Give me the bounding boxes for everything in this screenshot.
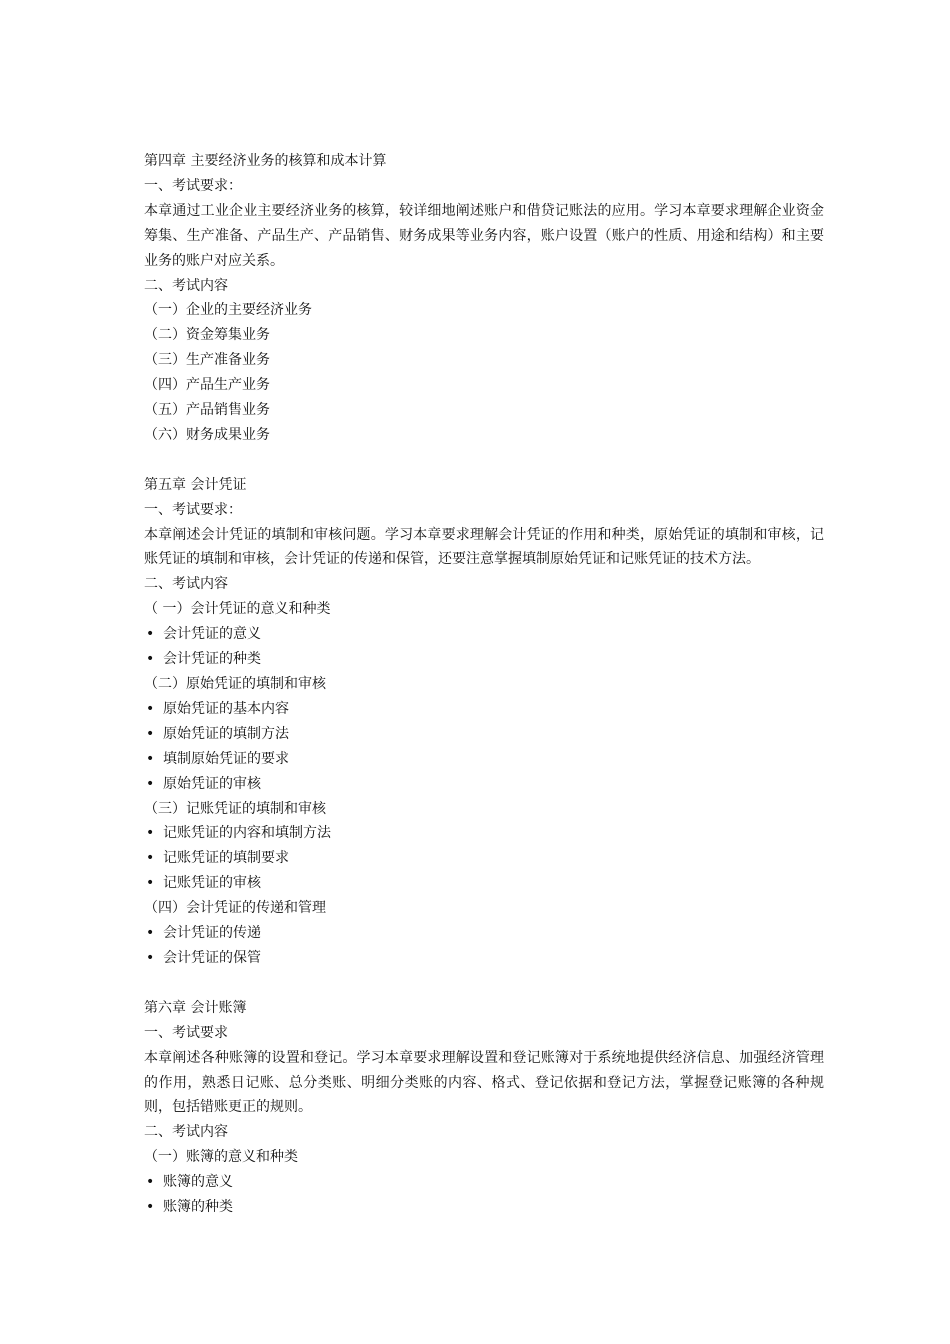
bullet-item: • 原始凭证的基本内容 — [144, 697, 824, 722]
bullet-item: • 记账凭证的填制要求 — [144, 846, 824, 871]
requirements-text: 本章通过工业企业主要经济业务的核算，较详细地阐述账户和借贷记账法的应用。学习本章要求理解企业资金筹集、生产准备、产品生产、产品销售、财务成果等业务内容，账户设置（账户的性质、用途和结构）和主要业务的账户对应关系。 — [144, 202, 824, 269]
bullet-item: • 原始凭证的填制方法 — [144, 722, 824, 747]
bullet-item: • 账簿的种类 — [144, 1195, 824, 1220]
requirements-text: 本章阐述各种账簿的设置和登记。学习本章要求理解设置和登记账簿对于系统地提供经济信息、加强经济管理的作用，熟悉日记账、总分类账、明细分类账的内容、格式、登记依据和登记方法，掌握登记账簿的各种规则，包括错账更正的规则。 — [144, 1049, 824, 1116]
bullet-item: • 记账凭证的内容和填制方法 — [144, 821, 824, 846]
section-spacer — [144, 448, 824, 473]
requirements-heading: 一、考试要求： — [144, 501, 242, 518]
sub-heading: （四）会计凭证的传递和管理 — [144, 900, 326, 917]
chapter-5 — [144, 473, 824, 971]
section-spacer — [144, 971, 824, 996]
bullet-item: • 会计凭证的种类 — [144, 647, 824, 672]
sub-heading: （五）产品销售业务 — [144, 402, 270, 419]
chapter-title: 第五章 会计凭证 — [144, 476, 247, 493]
sub-heading: （二）原始凭证的填制和审核 — [144, 676, 326, 693]
chapter-title: 第六章 会计账簿 — [144, 999, 247, 1016]
sub-heading: （三）生产准备业务 — [144, 352, 270, 369]
chapter-6 — [144, 996, 824, 1220]
bullet-item: • 记账凭证的审核 — [144, 871, 824, 896]
sub-heading: （六）财务成果业务 — [144, 426, 270, 443]
sub-heading: （二）资金筹集业务 — [144, 327, 270, 344]
content-heading: 二、考试内容 — [144, 1124, 228, 1141]
bullet-item: • 会计凭证的意义 — [144, 622, 824, 647]
bullet-item: • 填制原始凭证的要求 — [144, 747, 824, 772]
sub-heading: （ 一）会计凭证的意义和种类 — [144, 601, 331, 618]
content-heading: 二、考试内容 — [144, 277, 228, 294]
requirements-heading: 一、考试要求 — [144, 1024, 228, 1041]
requirements-text: 本章阐述会计凭证的填制和审核问题。学习本章要求理解会计凭证的作用和种类，原始凭证的填制和审核，记账凭证的填制和审核，会计凭证的传递和保管，还要注意掌握填制原始凭证和记账凭证的技术方法。 — [144, 526, 824, 568]
sub-heading: （四）产品生产业务 — [144, 377, 270, 394]
sub-heading: （一）账簿的意义和种类 — [144, 1149, 298, 1166]
sub-heading: （一）企业的主要经济业务 — [144, 302, 312, 319]
chapter-4 — [144, 149, 824, 448]
requirements-heading: 一、考试要求： — [144, 177, 242, 194]
document-body — [144, 149, 824, 1220]
sub-heading: （三）记账凭证的填制和审核 — [144, 800, 326, 817]
bullet-item: • 会计凭证的保管 — [144, 946, 824, 971]
bullet-item: • 账簿的意义 — [144, 1170, 824, 1195]
content-heading: 二、考试内容 — [144, 576, 228, 593]
bullet-item: • 原始凭证的审核 — [144, 772, 824, 797]
bullet-item: • 会计凭证的传递 — [144, 921, 824, 946]
chapter-title: 第四章 主要经济业务的核算和成本计算 — [144, 153, 387, 169]
